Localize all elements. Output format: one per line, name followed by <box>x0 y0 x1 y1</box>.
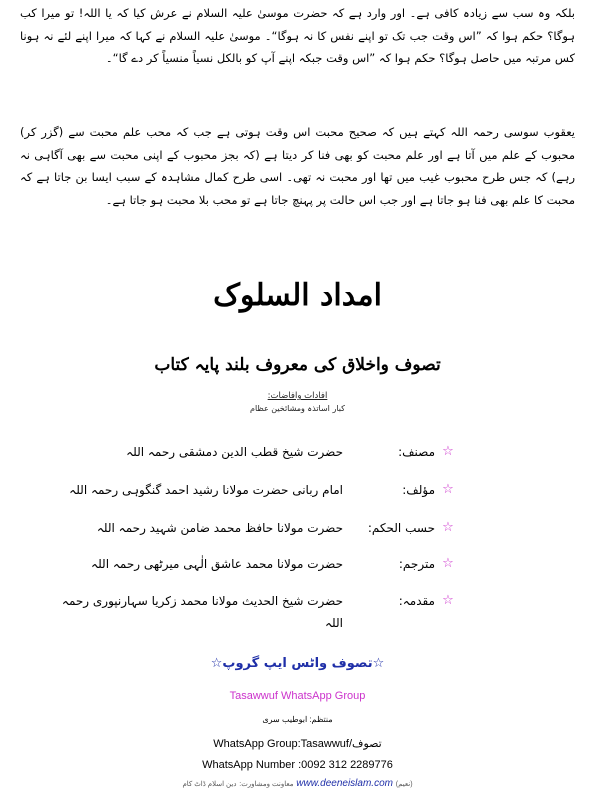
book-subtitle: تصوف واخلاق کی معروف بلند پایہ کتاب <box>154 355 441 375</box>
paragraph-1: بلکہ وہ سب سے زیادہ کافی ہے۔ اور وارد ہے کہ حضرت موسیٰ علیہ السلام نے عرش کیا کہ یا اللہ! تو میرا کب ہوگا؟ حکم ہوا کہ ”اس وقت جب تک تو اپنے نفس کا نہ ہوگا“۔ موسیٰ علیہ السلام نے کہا کہ میرا اپنے لئے نہ ہونا کس مرتبہ میں حاصل ہوگا؟ حکم ہوا کہ ”اس وقت جبکہ اپنے آپ کو بالکل نسیاً منسیاً کر دے گا“۔ <box>20 6 575 65</box>
website-link[interactable]: www.deeneislam.com <box>296 778 393 789</box>
credit-name: حضرت مولانا محمد عاشق الٰہی میرٹھی رحمہ اللہ <box>91 557 343 571</box>
whatsapp-number-line: WhatsApp Number :0092 312 2289776 <box>202 759 393 771</box>
credit-label: مصنف: <box>398 445 435 459</box>
footer-line <box>0 777 595 792</box>
credit-name: حضرت شیخ الحدیث مولانا محمد زکریا سہارنپوری رحمہ اللہ <box>61 594 343 630</box>
credit-label: مترجم: <box>398 557 435 571</box>
footer-left: معاونت ومشاورت: <box>239 781 294 788</box>
credit-row-compiler <box>0 479 595 501</box>
star-icon: ☆ <box>442 593 454 608</box>
credit-name: حضرت شیخ قطب الدین دمشقی رحمہ اللہ <box>126 445 343 459</box>
star-icon: ☆ <box>372 656 385 671</box>
afadat-label: افادات وافاضات: <box>267 391 328 401</box>
credit-name: امام ربانی حضرت مولانا رشید احمد گنگوہی رحمہ اللہ <box>69 483 343 497</box>
group-title-text: تصوف واٹس ایپ گروپ <box>222 656 373 671</box>
organizer-line: منتظم: ابوطیب سری <box>262 715 333 724</box>
star-icon: ☆ <box>442 556 454 571</box>
credit-row-author <box>0 441 595 463</box>
group-english-name: Tasawwuf WhatsApp Group <box>229 690 366 702</box>
footer-right: (نعیم) <box>395 781 413 788</box>
credit-name: حضرت مولانا حافظ محمد ضامن شہید رحمہ اللہ <box>96 521 343 535</box>
group-title <box>0 656 595 671</box>
credit-row-foreword <box>0 590 595 630</box>
mashaikh-label: کبار اساتذہ ومشائخین عظام <box>250 404 345 413</box>
star-icon: ☆ <box>442 482 454 497</box>
paragraph-2: یعقوب سوسی رحمہ اللہ کہتے ہیں کہ صحیح محبت اس وقت ہوتی ہے جب کہ محب علم محبت سے (گزر کر) محبوب کے علم میں آتا ہے اور علم محبت کو بھی فنا کر دیتا ہے (کہ بجز محبوب کے اپنی محبت سے بھی آگاہی نہ رہے) کہ جس طرح محبوب غیب میں تھا اور محبت نہ تھی۔ اسی طرح کمال مشاہدہ کے سبب ایسا بن جاتا ہے کہ محبت کا علم بھی فنا ہو جاتا ہے اور جب اس حالت پر پہنچ جاتا ہے تو محب بلا محبت ہو جاتا ہے۔ <box>20 125 575 207</box>
credit-label: مقدمہ: <box>398 594 435 608</box>
star-icon: ☆ <box>210 656 223 671</box>
credit-row-commission <box>0 517 595 539</box>
whatsapp-group-line: WhatsApp Group:Tasawwuf/تصوف <box>213 738 382 750</box>
footer-mid: دین اسلام ڈاٹ کام <box>182 781 237 788</box>
credit-row-translator <box>0 553 595 575</box>
book-title: امداد السلوک <box>213 278 382 313</box>
star-icon: ☆ <box>442 520 454 535</box>
credit-label: حسب الحکم: <box>367 521 435 535</box>
credit-label: مؤلف: <box>402 483 435 497</box>
star-icon: ☆ <box>442 444 454 459</box>
